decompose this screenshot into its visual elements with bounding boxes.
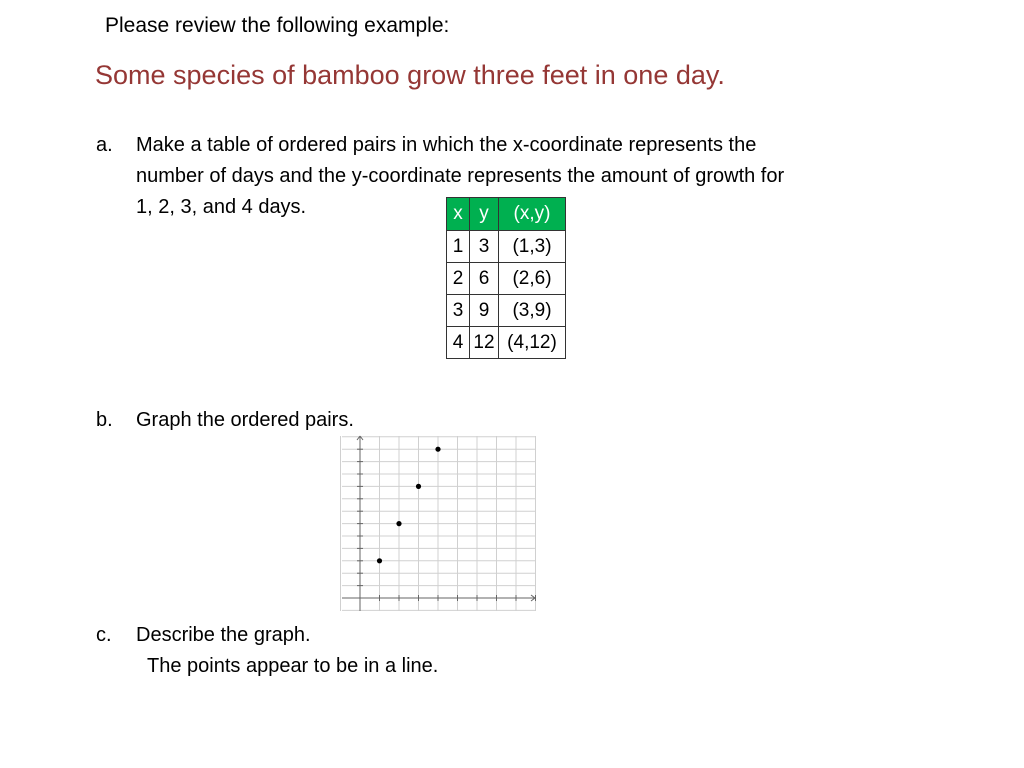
table-cell: 3 [470,231,499,263]
part-c [96,620,596,682]
table-cell: 1 [447,231,470,263]
part-a-line-3: 1, 2, 3, and 4 days. [136,196,307,218]
table-row [447,327,566,359]
part-b-marker: b. [96,409,113,431]
table-cell: 2 [447,263,470,295]
intro-text: Please review the following example: [105,14,450,37]
table-cell: (1,3) [499,231,566,263]
part-a-line-2: number of days and the y-coordinate represents the amount of growth for [136,165,785,187]
table-row [447,295,566,327]
table-cell: 12 [470,327,499,359]
table-cell: (3,9) [499,295,566,327]
part-b [96,405,496,436]
data-point [377,558,382,563]
part-a-line-1: Make a table of ordered pairs in which the x-coordinate represents the [136,134,757,156]
table-cell: 6 [470,263,499,295]
part-c-text: Describe the graph. [136,624,311,646]
header-x: x [447,198,470,231]
header-y: y [470,198,499,231]
part-a-marker: a. [96,134,113,156]
graph-points [377,447,441,564]
table-row [447,263,566,295]
data-point [416,484,421,489]
table-header-row [447,198,566,231]
table-cell: 3 [447,295,470,327]
ordered-pairs-table [446,197,566,359]
table-cell: 9 [470,295,499,327]
page-title: Some species of bamboo grow three feet in one day. [95,60,725,90]
table-row [447,231,566,263]
table-cell: (4,12) [499,327,566,359]
part-c-marker: c. [96,624,112,646]
part-c-answer: The points appear to be in a line. [147,655,439,677]
graph-grid [341,436,536,611]
table-cell: 4 [447,327,470,359]
header-xy: (x,y) [499,198,566,231]
data-point [435,447,440,452]
ordered-pairs-graph [337,433,540,613]
part-b-text: Graph the ordered pairs. [136,409,354,431]
data-point [396,521,401,526]
table-cell: (2,6) [499,263,566,295]
